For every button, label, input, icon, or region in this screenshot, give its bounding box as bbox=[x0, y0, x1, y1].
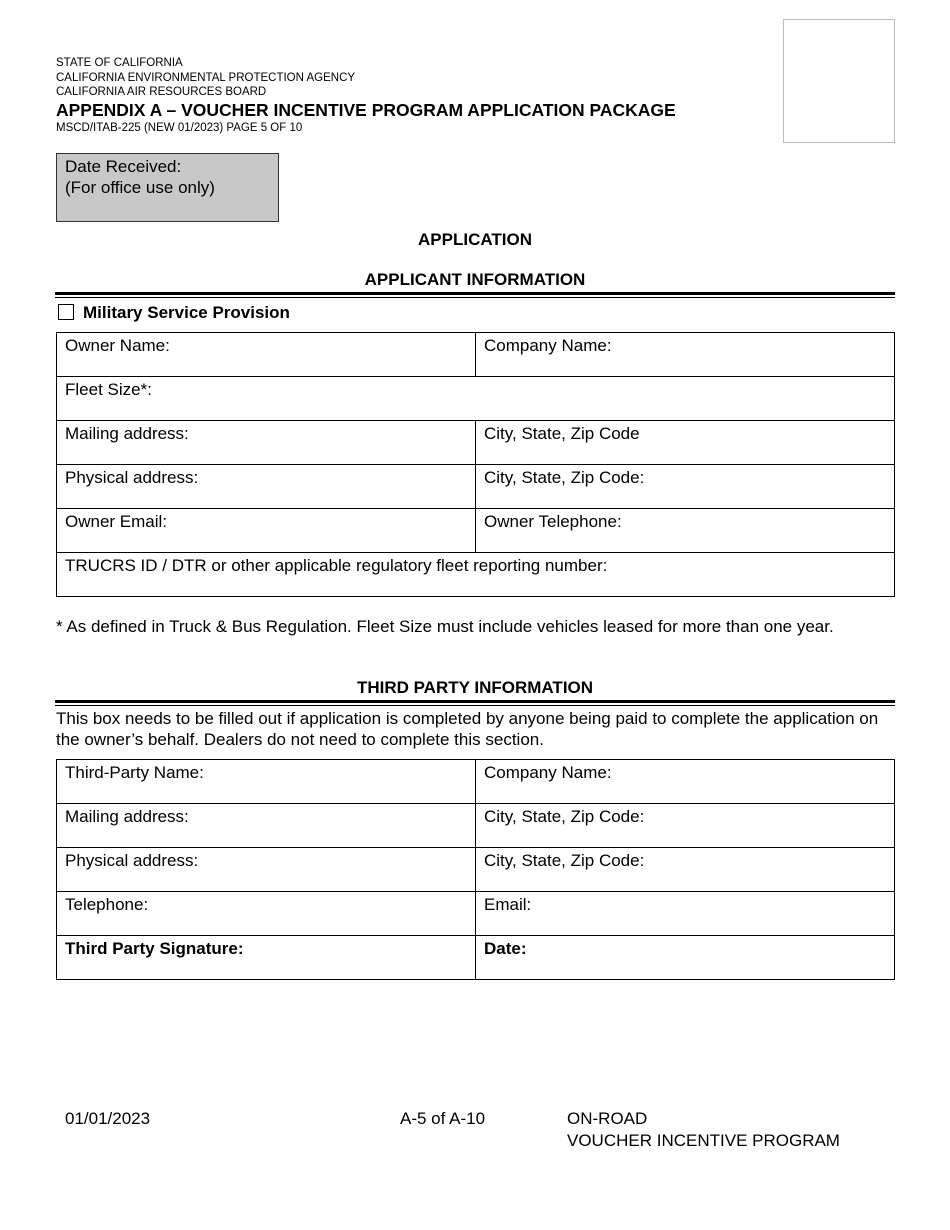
third-party-email-label: Email: bbox=[484, 895, 532, 914]
company-name-label: Company Name: bbox=[484, 336, 612, 355]
third-party-divider bbox=[55, 700, 895, 706]
third-party-table bbox=[56, 759, 895, 980]
third-party-physical-label: Physical address: bbox=[65, 851, 199, 870]
agency-header bbox=[56, 56, 355, 100]
third-party-company-field[interactable] bbox=[476, 760, 895, 804]
third-party-physical-field[interactable] bbox=[57, 848, 476, 892]
header-state: STATE OF CALIFORNIA bbox=[56, 57, 183, 69]
military-service-checkbox[interactable] bbox=[58, 304, 74, 320]
footer-program-line2: VOUCHER INCENTIVE PROGRAM bbox=[567, 1131, 840, 1150]
header-board: CALIFORNIA AIR RESOURCES BOARD bbox=[56, 86, 267, 98]
application-title: APPLICATION bbox=[418, 230, 532, 249]
footer-program bbox=[567, 1108, 840, 1152]
third-party-telephone-field[interactable] bbox=[57, 892, 476, 936]
company-name-field[interactable] bbox=[476, 333, 895, 377]
third-party-date-field[interactable] bbox=[476, 936, 895, 980]
owner-email-label: Owner Email: bbox=[65, 512, 168, 531]
third-party-company-label: Company Name: bbox=[484, 763, 612, 782]
third-party-date-label: Date: bbox=[484, 939, 527, 958]
third-party-mailing-city-field[interactable] bbox=[476, 804, 895, 848]
mailing-address-field[interactable] bbox=[57, 421, 476, 465]
fleet-size-label: Fleet Size*: bbox=[65, 380, 152, 399]
fleet-size-field[interactable] bbox=[57, 377, 895, 421]
physical-city-label: City, State, Zip Code: bbox=[484, 468, 645, 487]
third-party-mailing-field[interactable] bbox=[57, 804, 476, 848]
owner-telephone-label: Owner Telephone: bbox=[484, 512, 622, 531]
form-id: MSCD/ITAB-225 (NEW 01/2023) PAGE 5 OF 10 bbox=[56, 122, 303, 134]
trucrs-id-field[interactable] bbox=[57, 553, 895, 597]
third-party-telephone-label: Telephone: bbox=[65, 895, 149, 914]
third-party-section-title: THIRD PARTY INFORMATION bbox=[356, 678, 594, 697]
third-party-name-label: Third-Party Name: bbox=[65, 763, 204, 782]
header-agency: CALIFORNIA ENVIRONMENTAL PROTECTION AGENCY bbox=[56, 71, 356, 84]
physical-address-label: Physical address: bbox=[65, 468, 199, 487]
footer-date: 01/01/2023 bbox=[65, 1109, 151, 1128]
owner-email-field[interactable] bbox=[57, 509, 476, 553]
physical-address-field[interactable] bbox=[57, 465, 476, 509]
third-party-mailing-city-label: City, State, Zip Code: bbox=[484, 807, 645, 826]
fleet-size-footnote: * As defined in Truck & Bus Regulation. Fleet Size must include vehicles leased for more than one year. bbox=[56, 617, 834, 636]
footer-program-line1: ON-ROAD bbox=[567, 1109, 648, 1128]
third-party-note: This box needs to be filled out if application is completed by anyone being paid to complete the application on the owner’s behalf. Dealers do not need to complete this section. bbox=[56, 709, 879, 749]
military-service-label: Military Service Provision bbox=[83, 303, 290, 322]
date-received-box bbox=[56, 153, 279, 222]
stamp-box bbox=[783, 19, 895, 143]
third-party-signature-field[interactable] bbox=[57, 936, 476, 980]
third-party-physical-city-label: City, State, Zip Code: bbox=[484, 851, 645, 870]
applicant-table bbox=[56, 332, 895, 597]
mailing-city-field[interactable] bbox=[476, 421, 895, 465]
footer-page-number: A-5 of A-10 bbox=[400, 1109, 486, 1128]
third-party-name-field[interactable] bbox=[57, 760, 476, 804]
page-title: APPENDIX A – VOUCHER INCENTIVE PROGRAM APPLICATION PACKAGE bbox=[56, 100, 676, 120]
third-party-email-field[interactable] bbox=[476, 892, 895, 936]
third-party-physical-city-field[interactable] bbox=[476, 848, 895, 892]
section-divider bbox=[55, 292, 895, 298]
date-received-label: Date Received: bbox=[65, 157, 182, 176]
trucrs-id-label: TRUCRS ID / DTR or other applicable regulatory fleet reporting number: bbox=[65, 556, 608, 575]
applicant-section-title: APPLICANT INFORMATION bbox=[364, 270, 586, 289]
physical-city-field[interactable] bbox=[476, 465, 895, 509]
owner-name-label: Owner Name: bbox=[65, 336, 170, 355]
third-party-mailing-label: Mailing address: bbox=[65, 807, 189, 826]
owner-name-field[interactable] bbox=[57, 333, 476, 377]
mailing-city-label: City, State, Zip Code bbox=[484, 424, 640, 443]
office-use-label: (For office use only) bbox=[65, 178, 215, 197]
owner-telephone-field[interactable] bbox=[476, 509, 895, 553]
mailing-address-label: Mailing address: bbox=[65, 424, 189, 443]
third-party-signature-label: Third Party Signature: bbox=[65, 939, 244, 958]
